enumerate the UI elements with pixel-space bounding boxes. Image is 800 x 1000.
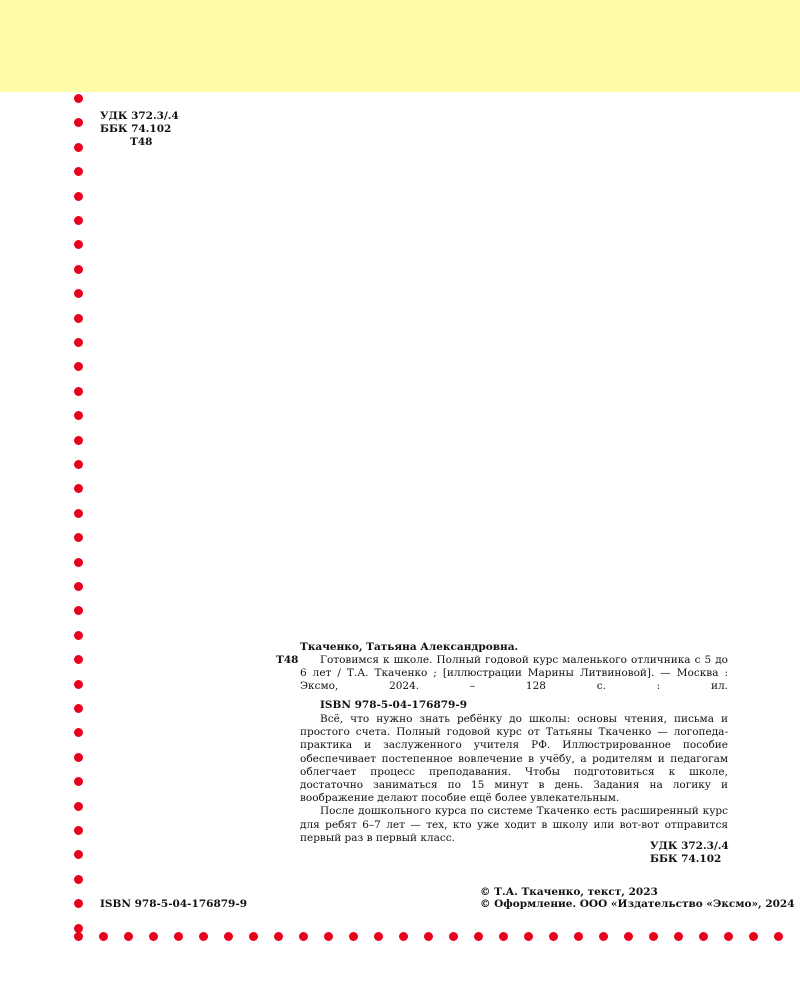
border-dot xyxy=(299,932,308,941)
border-dot xyxy=(74,558,83,567)
border-dot xyxy=(699,932,708,941)
border-dot xyxy=(74,753,83,762)
horizontal-dotted-border xyxy=(72,930,800,944)
catalog-abstract xyxy=(300,713,728,845)
border-dot xyxy=(774,932,783,941)
border-dot xyxy=(74,826,83,835)
border-dot xyxy=(74,436,83,445)
catalog-isbn: ISBN 978-5-04-176879-9 xyxy=(320,699,468,711)
border-dot xyxy=(99,932,108,941)
top-color-band xyxy=(0,0,800,92)
border-dot xyxy=(74,484,83,493)
border-dot xyxy=(249,932,258,941)
border-dot xyxy=(74,362,83,371)
border-dot xyxy=(74,216,83,225)
author-mark-top: Т48 xyxy=(130,136,153,148)
border-dot xyxy=(374,932,383,941)
copyright-design: © Оформление. ООО «Издательство «Эксмо», 2024 xyxy=(480,898,795,910)
border-dot xyxy=(224,932,233,941)
bbk-code-bottom: ББК 74.102 xyxy=(650,853,722,865)
border-dot xyxy=(199,932,208,941)
border-dot xyxy=(74,802,83,811)
catalog-author: Ткаченко, Татьяна Александровна. xyxy=(300,641,519,653)
border-dot xyxy=(74,533,83,542)
border-dot xyxy=(74,387,83,396)
border-dot xyxy=(674,932,683,941)
border-dot xyxy=(74,728,83,737)
border-dot xyxy=(149,932,158,941)
border-dot xyxy=(599,932,608,941)
abstract-paragraph: После дошкольного курса по системе Ткаченко есть расширенный курс для ребят 6–7 лет — тех, кто уже ходит в школу или вот-вот отправится первый раз в первый класс. xyxy=(300,805,728,844)
border-dot xyxy=(74,655,83,664)
border-dot xyxy=(724,932,733,941)
border-dot xyxy=(74,631,83,640)
border-dot xyxy=(74,509,83,518)
border-dot xyxy=(499,932,508,941)
catalog-description: Готовимся к школе. Полный годовой курс маленького отличника с 5 до 6 лет / Т.А. Ткаченко ; [иллюстрации Марины Литвиновой]. — Москва : Эксмо, 2024. – 128 с. : ил. xyxy=(300,654,728,693)
border-dot xyxy=(74,192,83,201)
border-dot xyxy=(74,289,83,298)
border-dot xyxy=(74,582,83,591)
border-dot xyxy=(449,932,458,941)
border-dot xyxy=(74,606,83,615)
border-dot xyxy=(174,932,183,941)
border-dot xyxy=(649,932,658,941)
border-dot xyxy=(399,932,408,941)
udk-code-bottom: УДК 372.3/.4 xyxy=(650,840,729,852)
border-dot xyxy=(124,932,133,941)
border-dot xyxy=(74,94,83,103)
border-dot xyxy=(524,932,533,941)
border-dot xyxy=(74,875,83,884)
border-dot xyxy=(549,932,558,941)
border-dot xyxy=(74,704,83,713)
border-dot xyxy=(74,338,83,347)
border-dot xyxy=(74,265,83,274)
border-dot xyxy=(74,118,83,127)
catalog-author-mark: Т48 xyxy=(276,654,299,666)
vertical-dotted-border xyxy=(72,92,86,938)
border-dot xyxy=(74,777,83,786)
border-dot xyxy=(74,167,83,176)
border-dot xyxy=(749,932,758,941)
border-dot xyxy=(274,932,283,941)
border-dot xyxy=(74,850,83,859)
copyright-text: © Т.А. Ткаченко, текст, 2023 xyxy=(480,886,658,898)
abstract-paragraph: Всё, что нужно знать ребёнку до школы: основы чтения, письма и простого счета. Полный годовой курс от Татьяны Ткаченко — логопеда-практика и заслуженного учителя РФ. Иллюстрированное пособие обеспечивает постепенное вовлечение в учёбу, а родителям и педагогам облегчает процесс преподавания. Чтобы подготовиться к школе, достаточно заниматься по 15 минут в день. Задания на логику и воображение делают пособие ещё более увлекательным. xyxy=(300,713,728,805)
border-dot xyxy=(74,460,83,469)
border-dot xyxy=(74,240,83,249)
border-dot xyxy=(74,899,83,908)
border-dot xyxy=(474,932,483,941)
bbk-code-top: ББК 74.102 xyxy=(100,123,172,135)
border-dot xyxy=(74,143,83,152)
border-dot xyxy=(349,932,358,941)
border-dot xyxy=(74,314,83,323)
udk-code-top: УДК 372.3/.4 xyxy=(100,110,179,122)
border-dot xyxy=(74,411,83,420)
border-dot xyxy=(574,932,583,941)
border-dot xyxy=(74,932,83,941)
border-dot xyxy=(424,932,433,941)
border-dot xyxy=(624,932,633,941)
border-dot xyxy=(324,932,333,941)
border-dot xyxy=(74,680,83,689)
footer-isbn: ISBN 978-5-04-176879-9 xyxy=(100,898,248,910)
